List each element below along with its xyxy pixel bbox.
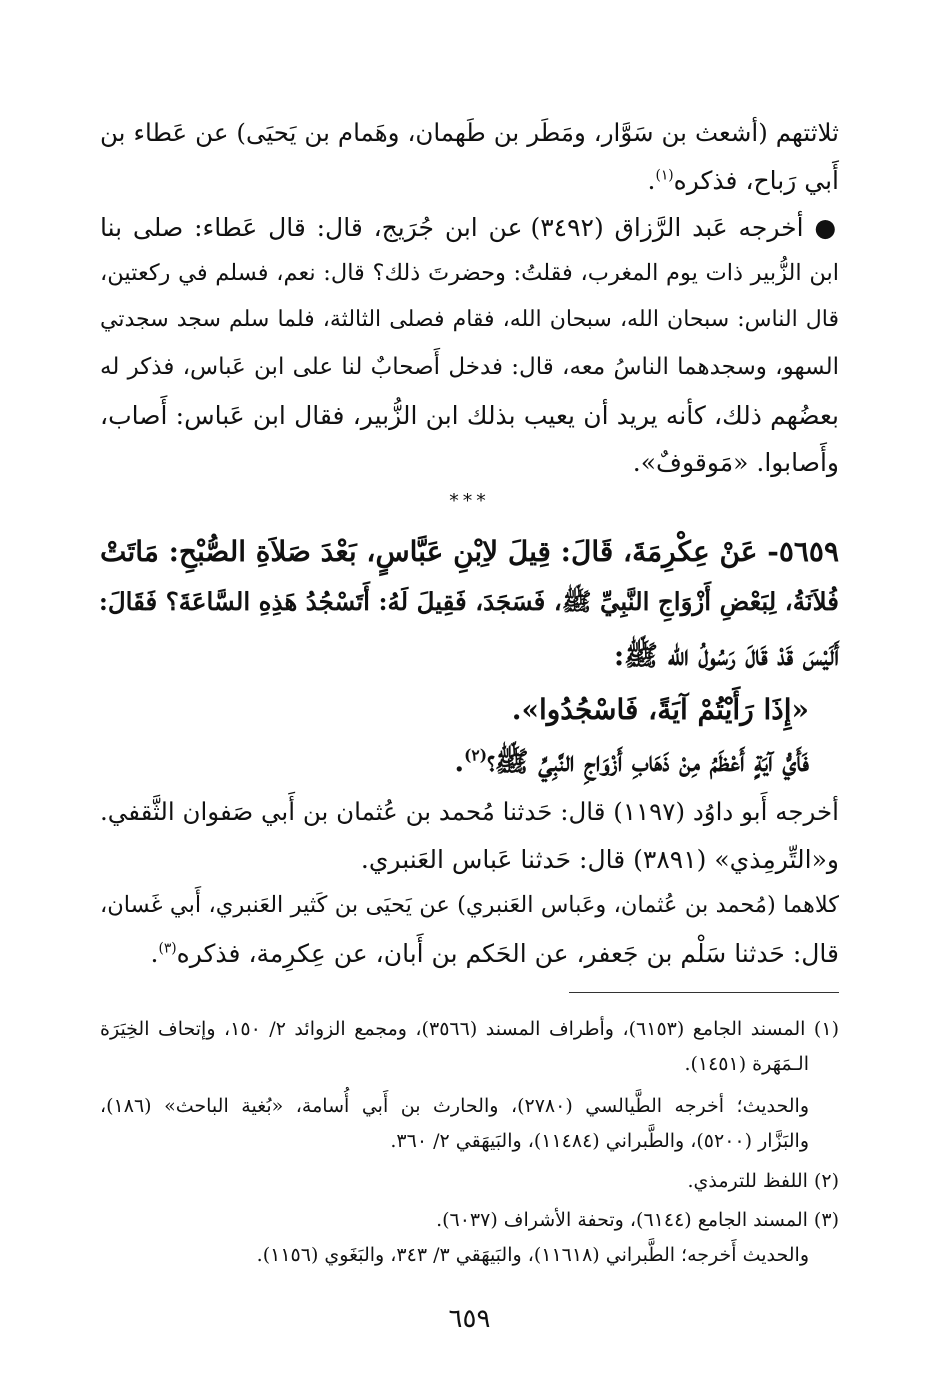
takhrij-line: و«التِّرمِذي» (٣٨٩١) قال: حَدثنا عَباس العَنبري.: [360, 845, 839, 874]
footnote-ref: (١): [655, 167, 674, 184]
footnote-ref: (٢): [464, 746, 487, 765]
body-line: قال الناس: سبحان الله، سبحان الله، فقام فصلى الثالثة، فلما سلم سجد سجدتي: [100, 307, 839, 332]
body-line: ابن الزُّبير ذات يوم المغرب، فقلتُ: وحضرتَ ذلك؟ قال: نعم، فسلم في ركعتين،: [100, 260, 839, 286]
footnote-ref: (٣): [158, 940, 177, 957]
hadith-line: فُلاَنَةُ، لِبَعْضِ أَزْوَاجِ النَّبِيِّ ﷺ، فَسَجَدَ، فَقِيلَ لَهُ: أَتَسْجُدُ هَذِهِ السَّاعَةَ؟ فَقَالَ:: [98, 587, 839, 616]
footnote-line: والبَزَّار (٥٢٠٠)، والطَّبراني (١١٤٨٤)، والبَيهَقي ٢/ ٣٦٠.: [390, 1130, 809, 1152]
footnote-line: (١) المسند الجامع (٦١٥٣)، وأطراف المسند (٣٥٦٦)، ومجمع الزوائد ٢/ ١٥٠، وإتحاف الخِيَرَة: [100, 1018, 839, 1040]
page-number: ٦٥٩: [448, 1304, 491, 1334]
footnote-line: (٣) المسند الجامع (٦١٤٤)، وتحفة الأشراف (٦٠٣٧).: [436, 1209, 839, 1231]
footnote-line: (٢) اللفظ للترمذي.: [687, 1170, 839, 1192]
section-separator: ***: [449, 490, 490, 512]
hadith-line: ٥٦٥٩- عَنْ عِكْرِمَةَ، قَالَ: قِيلَ لاِبْنِ عَبَّاسٍ، بَعْدَ صَلاَةِ الصُّبْحِ: مَاتَتْ: [100, 535, 839, 568]
footnote-divider: [569, 992, 839, 993]
takhrij-line: أخرجه أَبو داوُد (١١٩٧) قال: حَدثنا مُحمد بن عُثمان بن أَبي صَفوان الثَّقفي.: [100, 797, 839, 826]
body-line: وأَصابوا. «مَوقوفٌ».: [632, 448, 839, 477]
takhrij-line: قال: حَدثنا سَلْم بن جَعفر، عن الحَكم بن أَبان، عن عِكرِمة، فذكره$^{(٣)}$.: [150, 939, 839, 968]
footnote-line: والحديث؛ أخرجه الطَّيالسي (٢٧٨٠)، والحارث بن أَبي أُسامة، «بُغية الباحث» (١٨٦)،: [100, 1095, 810, 1117]
body-line: السهو، وسجدهما الناسُ معه، قال: فدخل أَصحابٌ لنا على ابن عَباس، فذكر له: [100, 354, 839, 380]
hadith-line: أَلَيْسَ قَدْ قَالَ رَسُولُ الله ﷺ:: [613, 639, 839, 672]
body-line: بعضُهم ذلك، كأنه يريد أن يعيب بذلك ابن الزُّبير، فقال ابن عَباس: أَصاب،: [100, 401, 839, 430]
body-line: ثلاثتهم (أشعث بن سَوَّار، ومَطَر بن طَهمان، وهَمام بن يَحيَى) عن عَطاء بن: [100, 118, 839, 147]
hadith-line: فَأَيُّ آيَةٍ أَعْظَمُ مِنْ ذَهَابِ أَزْوَاجِ النَّبِيِّ ﷺ؟$^{(٢)}$.: [454, 745, 809, 778]
body-line: أَبي رَباح، فذكره$^{(١)}$.: [647, 166, 839, 195]
body-line: ● أخرجه عَبد الرَّزاق (٣٤٩٢) عن ابن جُرَيج، قال: قال عَطاء: صلى بنا: [100, 213, 839, 242]
hadith-line: «إِذَا رَأَيْتُمْ آيَةً، فَاسْجُدُوا».: [511, 693, 809, 726]
footnote-line: الـمَهَرة (١٤٥١).: [684, 1053, 809, 1075]
footnote-line: والحديث أَخرجه؛ الطَّبراني (١١٦١٨)، والبَيهَقي ٣/ ٣٤٣، والبَغَوي (١١٥٦).: [256, 1244, 809, 1266]
takhrij-line: كلاهما (مُحمد بن عُثمان، وعَباس العَنبري) عن يَحيَى بن كَثير العَنبري، أَبي غَسان،: [100, 892, 839, 918]
